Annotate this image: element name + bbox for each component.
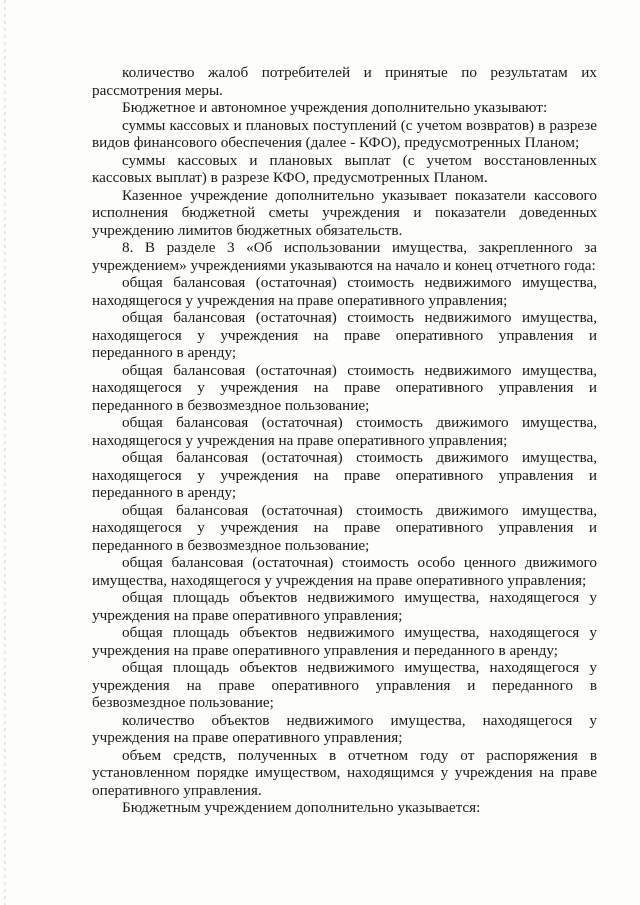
section-heading-paragraph: 8. В разделе 3 «Об использовании имущества, закрепленного за учреждением» учреждениями указываются на начало и конец отчетного года: — [92, 239, 597, 274]
scan-edge-artifact — [4, 0, 6, 905]
paragraph: суммы кассовых и плановых поступлений (с учетом возвратов) в разрезе видов финансового обеспечения (далее - КФО), предусмотренных Планом; — [92, 116, 597, 151]
paragraph: общая балансовая (остаточная) стоимость особо ценного движимого имущества, находящегося у учреждения на праве оперативного управления; — [92, 554, 597, 589]
paragraph: объем средств, полученных в отчетном году от распоряжения в установленном порядке имуществом, находящимся у учреждения на праве оперативного управления. — [92, 746, 597, 799]
document-body — [92, 64, 597, 817]
paragraph: общая балансовая (остаточная) стоимость недвижимого имущества, находящегося у учреждения на праве оперативного управления и переданного в аренду; — [92, 309, 597, 361]
paragraph: суммы кассовых и плановых выплат (с учетом восстановленных кассовых выплат) в разрезе КФО, предусмотренных Планом. — [92, 151, 597, 186]
paragraph: Казенное учреждение дополнительно указывает показатели кассового исполнения бюджетной сметы учреждения и показатели доведенных учреждению лимитов бюджетных обязательств. — [92, 186, 597, 239]
paragraph: общая балансовая (остаточная) стоимость недвижимого имущества, находящегося у учреждения на праве оперативного управления и переданного в безвозмездное пользование; — [92, 361, 597, 414]
paragraph: количество жалоб потребителей и принятые по результатам их рассмотрения меры. — [92, 64, 597, 99]
paragraph: общая балансовая (остаточная) стоимость недвижимого имущества, находящегося у учреждения на праве оперативного управления; — [92, 274, 597, 309]
paragraph: общая площадь объектов недвижимого имущества, находящегося у учреждения на праве оперативного управления; — [92, 589, 597, 624]
paragraph: Бюджетное и автономное учреждения дополнительно указывают: — [122, 99, 548, 116]
paragraph: общая площадь объектов недвижимого имущества, находящегося у учреждения на праве оперативного управления и переданного в аренду; — [92, 624, 597, 659]
paragraph: общая площадь объектов недвижимого имущества, находящегося у учреждения на праве оперативного управления и переданного в безвозмездное пользование; — [92, 659, 597, 711]
paragraph: общая балансовая (остаточная) стоимость движимого имущества, находящегося у учреждения на праве оперативного управления; — [92, 414, 597, 449]
paragraph: общая балансовая (остаточная) стоимость движимого имущества, находящегося у учреждения на праве оперативного управления и переданного в аренду; — [92, 449, 597, 501]
paragraph: Бюджетным учреждением дополнительно указывается: — [122, 799, 481, 816]
paragraph: общая балансовая (остаточная) стоимость движимого имущества, находящегося у учреждения на праве оперативного управления и переданного в безвозмездное пользование; — [92, 501, 597, 554]
paragraph: количество объектов недвижимого имущества, находящегося у учреждения на праве оперативного управления; — [92, 711, 597, 746]
